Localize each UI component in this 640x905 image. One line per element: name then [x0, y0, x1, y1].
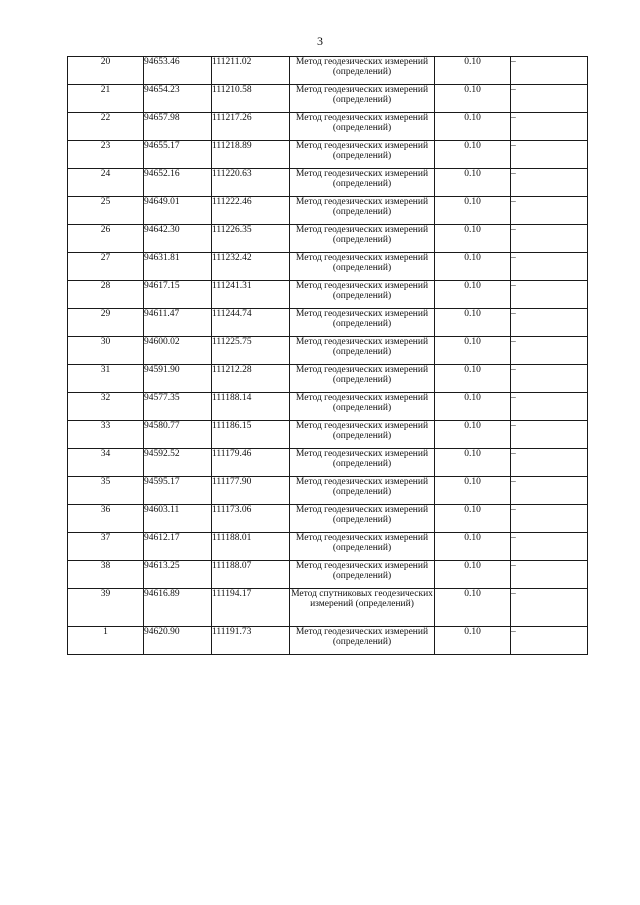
method-cell: Метод геодезических измерений (определений)	[290, 85, 435, 113]
x-coordinate-cell: 94652.16	[144, 169, 212, 197]
point-number-cell: 1	[68, 627, 144, 655]
x-coordinate-cell: 94592.52	[144, 449, 212, 477]
point-number-cell: 39	[68, 589, 144, 627]
method-cell: Метод геодезических измерений (определений)	[290, 113, 435, 141]
note-cell: –	[511, 337, 588, 365]
note-cell: –	[511, 57, 588, 85]
y-coordinate-cell: 111188.14	[212, 393, 290, 421]
note-cell: –	[511, 197, 588, 225]
table-row	[68, 393, 588, 421]
point-number-cell: 30	[68, 337, 144, 365]
coordinates-table	[67, 56, 588, 655]
method-cell: Метод геодезических измерений (определений)	[290, 393, 435, 421]
x-coordinate-cell: 94600.02	[144, 337, 212, 365]
note-cell: –	[511, 169, 588, 197]
accuracy-cell: 0.10	[435, 449, 511, 477]
accuracy-cell: 0.10	[435, 57, 511, 85]
y-coordinate-cell: 111222.46	[212, 197, 290, 225]
point-number-cell: 20	[68, 57, 144, 85]
method-cell: Метод геодезических измерений (определений)	[290, 169, 435, 197]
method-cell: Метод геодезических измерений (определений)	[290, 477, 435, 505]
method-cell: Метод геодезических измерений (определений)	[290, 337, 435, 365]
note-cell: –	[511, 477, 588, 505]
point-number-cell: 28	[68, 281, 144, 309]
method-cell: Метод геодезических измерений (определений)	[290, 253, 435, 281]
note-cell: –	[511, 309, 588, 337]
point-number-cell: 31	[68, 365, 144, 393]
point-number-cell: 33	[68, 421, 144, 449]
accuracy-cell: 0.10	[435, 393, 511, 421]
accuracy-cell: 0.10	[435, 225, 511, 253]
y-coordinate-cell: 111217.26	[212, 113, 290, 141]
accuracy-cell: 0.10	[435, 281, 511, 309]
y-coordinate-cell: 111186.15	[212, 421, 290, 449]
y-coordinate-cell: 111220.63	[212, 169, 290, 197]
method-cell: Метод геодезических измерений (определений)	[290, 225, 435, 253]
table-row	[68, 505, 588, 533]
point-number-cell: 27	[68, 253, 144, 281]
x-coordinate-cell: 94631.81	[144, 253, 212, 281]
accuracy-cell: 0.10	[435, 561, 511, 589]
note-cell: –	[511, 505, 588, 533]
method-cell: Метод геодезических измерений (определений)	[290, 281, 435, 309]
accuracy-cell: 0.10	[435, 533, 511, 561]
y-coordinate-cell: 111226.35	[212, 225, 290, 253]
x-coordinate-cell: 94642.30	[144, 225, 212, 253]
x-coordinate-cell: 94611.47	[144, 309, 212, 337]
point-number-cell: 37	[68, 533, 144, 561]
x-coordinate-cell: 94616.89	[144, 589, 212, 627]
note-cell: –	[511, 365, 588, 393]
table-row	[68, 57, 588, 85]
note-cell: –	[511, 627, 588, 655]
y-coordinate-cell: 111191.73	[212, 627, 290, 655]
method-cell: Метод геодезических измерений (определений)	[290, 561, 435, 589]
method-cell: Метод спутниковых геодезических измерений (определений)	[290, 589, 435, 627]
method-cell: Метод геодезических измерений (определений)	[290, 505, 435, 533]
note-cell: –	[511, 393, 588, 421]
table-row	[68, 281, 588, 309]
point-number-cell: 29	[68, 309, 144, 337]
y-coordinate-cell: 111179.46	[212, 449, 290, 477]
table-row	[68, 589, 588, 627]
coordinates-table-body	[68, 57, 588, 655]
x-coordinate-cell: 94603.11	[144, 505, 212, 533]
point-number-cell: 32	[68, 393, 144, 421]
table-row	[68, 85, 588, 113]
table-row	[68, 421, 588, 449]
point-number-cell: 36	[68, 505, 144, 533]
note-cell: –	[511, 589, 588, 627]
accuracy-cell: 0.10	[435, 197, 511, 225]
y-coordinate-cell: 111232.42	[212, 253, 290, 281]
method-cell: Метод геодезических измерений (определений)	[290, 627, 435, 655]
method-cell: Метод геодезических измерений (определений)	[290, 197, 435, 225]
point-number-cell: 34	[68, 449, 144, 477]
table-row	[68, 561, 588, 589]
table-row	[68, 337, 588, 365]
accuracy-cell: 0.10	[435, 589, 511, 627]
x-coordinate-cell: 94620.90	[144, 627, 212, 655]
table-row	[68, 197, 588, 225]
accuracy-cell: 0.10	[435, 477, 511, 505]
table-row	[68, 627, 588, 655]
point-number-cell: 24	[68, 169, 144, 197]
y-coordinate-cell: 111218.89	[212, 141, 290, 169]
x-coordinate-cell: 94612.17	[144, 533, 212, 561]
note-cell: –	[511, 253, 588, 281]
method-cell: Метод геодезических измерений (определений)	[290, 141, 435, 169]
table-row	[68, 309, 588, 337]
accuracy-cell: 0.10	[435, 169, 511, 197]
y-coordinate-cell: 111225.75	[212, 337, 290, 365]
point-number-cell: 26	[68, 225, 144, 253]
table-row	[68, 449, 588, 477]
accuracy-cell: 0.10	[435, 141, 511, 169]
note-cell: –	[511, 421, 588, 449]
page-number: 3	[317, 34, 323, 48]
x-coordinate-cell: 94655.17	[144, 141, 212, 169]
note-cell: –	[511, 113, 588, 141]
note-cell: –	[511, 281, 588, 309]
y-coordinate-cell: 111173.06	[212, 505, 290, 533]
y-coordinate-cell: 111210.58	[212, 85, 290, 113]
table-row	[68, 225, 588, 253]
x-coordinate-cell: 94595.17	[144, 477, 212, 505]
y-coordinate-cell: 111244.74	[212, 309, 290, 337]
x-coordinate-cell: 94577.35	[144, 393, 212, 421]
note-cell: –	[511, 85, 588, 113]
accuracy-cell: 0.10	[435, 627, 511, 655]
x-coordinate-cell: 94649.01	[144, 197, 212, 225]
note-cell: –	[511, 561, 588, 589]
point-number-cell: 21	[68, 85, 144, 113]
y-coordinate-cell: 111211.02	[212, 57, 290, 85]
table-row	[68, 113, 588, 141]
point-number-cell: 35	[68, 477, 144, 505]
accuracy-cell: 0.10	[435, 421, 511, 449]
note-cell: –	[511, 449, 588, 477]
y-coordinate-cell: 111188.07	[212, 561, 290, 589]
method-cell: Метод геодезических измерений (определений)	[290, 57, 435, 85]
method-cell: Метод геодезических измерений (определений)	[290, 449, 435, 477]
y-coordinate-cell: 111194.17	[212, 589, 290, 627]
x-coordinate-cell: 94613.25	[144, 561, 212, 589]
accuracy-cell: 0.10	[435, 365, 511, 393]
x-coordinate-cell: 94657.98	[144, 113, 212, 141]
table-row	[68, 253, 588, 281]
note-cell: –	[511, 225, 588, 253]
table-row	[68, 365, 588, 393]
point-number-cell: 22	[68, 113, 144, 141]
method-cell: Метод геодезических измерений (определений)	[290, 421, 435, 449]
accuracy-cell: 0.10	[435, 85, 511, 113]
point-number-cell: 25	[68, 197, 144, 225]
x-coordinate-cell: 94591.90	[144, 365, 212, 393]
note-cell: –	[511, 533, 588, 561]
method-cell: Метод геодезических измерений (определений)	[290, 365, 435, 393]
table-row	[68, 477, 588, 505]
y-coordinate-cell: 111212.28	[212, 365, 290, 393]
table-row	[68, 141, 588, 169]
x-coordinate-cell: 94654.23	[144, 85, 212, 113]
x-coordinate-cell: 94580.77	[144, 421, 212, 449]
y-coordinate-cell: 111241.31	[212, 281, 290, 309]
accuracy-cell: 0.10	[435, 505, 511, 533]
y-coordinate-cell: 111188.01	[212, 533, 290, 561]
accuracy-cell: 0.10	[435, 113, 511, 141]
table-row	[68, 533, 588, 561]
accuracy-cell: 0.10	[435, 309, 511, 337]
point-number-cell: 23	[68, 141, 144, 169]
x-coordinate-cell: 94653.46	[144, 57, 212, 85]
y-coordinate-cell: 111177.90	[212, 477, 290, 505]
point-number-cell: 38	[68, 561, 144, 589]
table-row	[68, 169, 588, 197]
method-cell: Метод геодезических измерений (определений)	[290, 533, 435, 561]
x-coordinate-cell: 94617.15	[144, 281, 212, 309]
accuracy-cell: 0.10	[435, 253, 511, 281]
note-cell: –	[511, 141, 588, 169]
method-cell: Метод геодезических измерений (определений)	[290, 309, 435, 337]
accuracy-cell: 0.10	[435, 337, 511, 365]
